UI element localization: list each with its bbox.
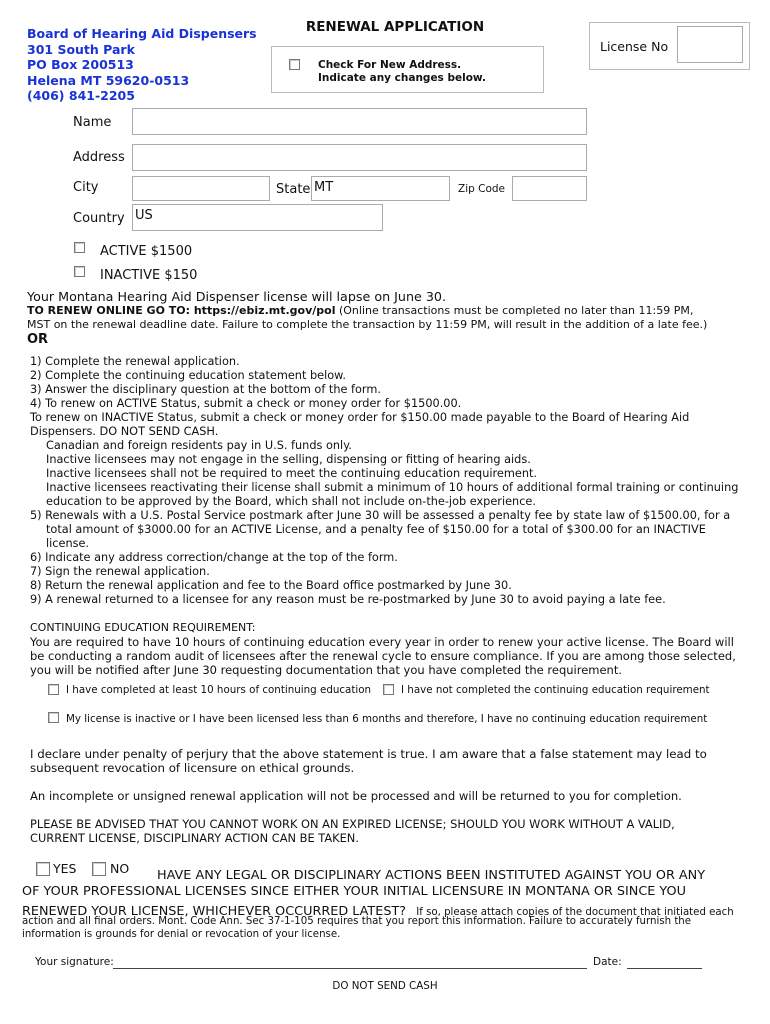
ce-body-line: be conducting a random audit of licensees after the renewal cycle to ensure compliance. If you are among those selected, xyxy=(30,649,736,663)
declaration-text xyxy=(30,747,707,775)
instruction-item: education to be approved by the Board, which shall not include on-the-job experience. xyxy=(46,495,536,508)
instruction-item: license. xyxy=(46,537,90,550)
instruction-item: 4) To renew on ACTIVE Status, submit a check or money order for $1500.00. xyxy=(30,397,462,410)
country-input[interactable]: US xyxy=(132,204,383,231)
city-label: City xyxy=(73,180,99,195)
disciplinary-note-line1: action and all final orders. Mont. Code Ann. Sec 37-1-105 requires that you report this information. Failure to accurately furnish the xyxy=(22,916,692,927)
board-name: Board of Hearing Aid Dispensers xyxy=(27,26,257,41)
signature-line[interactable] xyxy=(113,955,587,969)
ce-body-line: you will be notified after June 30 requesting documentation that you have completed the requirement. xyxy=(30,663,623,677)
city-input[interactable] xyxy=(132,176,270,201)
board-pobox: PO Box 200513 xyxy=(27,57,134,72)
inactive-checkbox[interactable] xyxy=(74,266,85,277)
online-renewal-line2: MST on the renewal deadline date. Failure to complete the transaction by 11:59 PM, will result in the addition of a late fee.) xyxy=(27,318,708,331)
instruction-item: 2) Complete the continuing education statement below. xyxy=(30,369,346,382)
disciplinary-no-checkbox[interactable] xyxy=(92,862,106,876)
disciplinary-yes-label: YES xyxy=(53,861,77,876)
active-option-label: ACTIVE $1500 xyxy=(100,244,193,259)
incomplete-notice: An incomplete or unsigned renewal application will not be processed and will be returned to you for completion. xyxy=(30,789,682,803)
instruction-item: Dispensers. DO NOT SEND CASH. xyxy=(30,425,219,438)
instruction-item: Inactive licensees may not engage in the selling, dispensing or fitting of hearing aids. xyxy=(46,453,531,466)
ce-completed-checkbox[interactable] xyxy=(48,684,59,695)
zip-label: Zip Code xyxy=(458,183,505,195)
expired-license-warning xyxy=(30,817,675,845)
page-title: RENEWAL APPLICATION xyxy=(305,19,485,35)
inactive-option-label: INACTIVE $150 xyxy=(100,268,198,283)
instruction-item: 6) Indicate any address correction/change at the top of the form. xyxy=(30,551,398,564)
license-no-input[interactable] xyxy=(677,26,743,63)
name-label: Name xyxy=(73,115,112,130)
warning-line: CURRENT LICENSE, DISCIPLINARY ACTION CAN BE TAKEN. xyxy=(30,831,359,845)
name-input[interactable] xyxy=(132,108,587,135)
date-label: Date: xyxy=(593,956,622,968)
instruction-item: 7) Sign the renewal application. xyxy=(30,565,210,578)
board-street: 301 South Park xyxy=(27,41,135,57)
instruction-item: To renew on INACTIVE Status, submit a check or money order for $150.00 made payable to the Board of Hearing Aid xyxy=(30,411,690,424)
active-checkbox[interactable] xyxy=(74,242,85,253)
lapse-notice: Your Montana Hearing Aid Dispenser license will lapse on June 30. xyxy=(27,289,447,304)
license-no-label: License No xyxy=(600,39,669,54)
disciplinary-yes-checkbox[interactable] xyxy=(36,862,50,876)
ce-heading: CONTINUING EDUCATION REQUIREMENT: xyxy=(30,621,256,634)
new-address-line1: Check For New Address. xyxy=(318,59,462,71)
disciplinary-question-line2: OF YOUR PROFESSIONAL LICENSES SINCE EITHER YOUR INITIAL LICENSURE IN MONTANA OR SINCE YOU xyxy=(22,884,686,899)
disciplinary-question-text: RENEWED YOUR LICENSE, WHICHEVER OCCURRED LATEST? xyxy=(22,904,407,919)
ce-not-completed-label: I have not completed the continuing education requirement xyxy=(401,684,710,696)
instruction-item: Canadian and foreign residents pay in U.S. funds only. xyxy=(46,439,352,452)
signature-label: Your signature: xyxy=(35,956,114,968)
or-separator: OR xyxy=(27,332,49,347)
disciplinary-no-label: NO xyxy=(110,861,130,876)
country-label: Country xyxy=(73,211,125,226)
ce-body xyxy=(30,635,736,677)
online-renewal-note: (Online transactions must be completed no later than 11:59 PM, xyxy=(335,304,694,317)
state-input[interactable]: MT xyxy=(311,176,450,201)
instruction-item: Inactive licensees shall not be required to meet the continuing education requirement. xyxy=(46,467,538,480)
new-address-text xyxy=(318,59,486,85)
ce-completed-label: I have completed at least 10 hours of continuing education xyxy=(66,684,372,696)
declaration-line: I declare under penalty of perjury that the above statement is true. I am aware that a false statement may lead to xyxy=(30,747,707,761)
board-address xyxy=(27,26,257,104)
address-input[interactable] xyxy=(132,144,587,171)
ce-not-completed-checkbox[interactable] xyxy=(383,684,394,695)
warning-line: PLEASE BE ADVISED THAT YOU CANNOT WORK ON AN EXPIRED LICENSE; SHOULD YOU WORK WITHOUT A VALID, xyxy=(30,817,675,831)
instruction-item: 3) Answer the disciplinary question at the bottom of the form. xyxy=(30,383,381,396)
instruction-item: Inactive licensees reactivating their license shall submit a minimum of 10 hours of additional formal training or continuing xyxy=(46,481,739,494)
address-label: Address xyxy=(73,150,125,165)
new-address-checkbox[interactable] xyxy=(289,59,300,70)
new-address-line2: Indicate any changes below. xyxy=(318,72,486,84)
disciplinary-note-line2: information is grounds for denial or revocation of your license. xyxy=(22,929,341,940)
date-line[interactable] xyxy=(627,955,702,969)
instruction-item: total amount of $3000.00 for an ACTIVE License, and a penalty fee of $150.00 for a total of $300.00 for an INACTIVE xyxy=(46,523,706,536)
state-label: State xyxy=(276,182,311,197)
zip-input[interactable] xyxy=(512,176,587,201)
footer-no-cash: DO NOT SEND CASH xyxy=(332,980,438,992)
ce-body-line: You are required to have 10 hours of continuing education every year in order to renew your active license. The Board will xyxy=(30,635,734,649)
instruction-item: 5) Renewals with a U.S. Postal Service postmark after June 30 will be assessed a penalty fee by state law of $1500.00, for a xyxy=(30,509,731,522)
ce-inactive-label: My license is inactive or I have been licensed less than 6 months and therefore, I have no continuing education requirement xyxy=(66,713,708,725)
online-renewal-line1 xyxy=(27,304,693,318)
board-city-state: Helena MT 59620-0513 xyxy=(27,72,190,88)
declaration-line: subsequent revocation of licensure on ethical grounds. xyxy=(30,761,355,775)
board-phone: (406) 841-2205 xyxy=(27,88,135,103)
disciplinary-question-line1: HAVE ANY LEGAL OR DISCIPLINARY ACTIONS BEEN INSTITUTED AGAINST YOU OR ANY xyxy=(157,868,706,883)
disciplinary-attach-note: If so, please attach copies of the document that initiated each xyxy=(416,907,734,918)
online-renewal-link[interactable]: TO RENEW ONLINE GO TO: https://ebiz.mt.gov/pol xyxy=(27,304,336,317)
instruction-item: 9) A renewal returned to a licensee for any reason must be re-postmarked by June 30 to avoid paying a late fee. xyxy=(30,593,666,606)
instructions-list xyxy=(30,355,738,607)
instruction-item: 1) Complete the renewal application. xyxy=(30,355,240,368)
instruction-item: 8) Return the renewal application and fee to the Board office postmarked by June 30. xyxy=(30,579,512,592)
ce-inactive-checkbox[interactable] xyxy=(48,712,59,723)
